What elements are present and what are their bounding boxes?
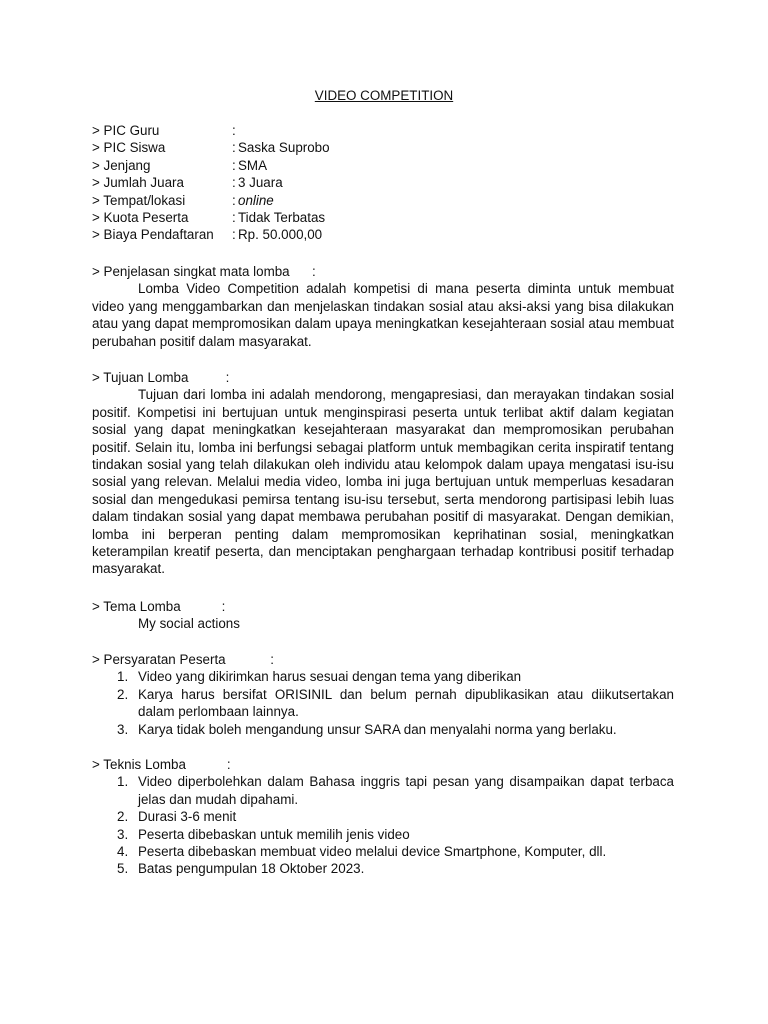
list-item [92, 808, 674, 825]
section-tujuan [92, 369, 674, 578]
list-number: 3. [117, 826, 129, 842]
list-number: 2. [117, 686, 129, 702]
list-number: 1. [117, 774, 129, 790]
info-label: > Biaya Pendaftaran [92, 227, 214, 243]
info-colon: : [232, 209, 236, 225]
list-number: 4. [117, 844, 129, 860]
list-text: Peserta dibebaskan untuk memilih jenis video [138, 826, 410, 842]
list-item [92, 860, 674, 877]
list-item [92, 773, 674, 808]
info-row-jenjang [92, 157, 330, 174]
info-label: > Jenjang [92, 157, 151, 173]
list-number: 1. [117, 669, 129, 685]
info-row-biaya-pendaftaran [92, 226, 330, 243]
info-value: SMA [238, 157, 268, 173]
list-item [92, 721, 674, 738]
section-penjelasan [92, 263, 674, 350]
info-colon: : [232, 157, 236, 173]
document-title: VIDEO COMPETITION [314, 88, 454, 103]
info-row-kuota-peserta [92, 209, 330, 226]
info-value: Tidak Terbatas [238, 209, 326, 225]
section-heading: > Tema Lomba : [92, 599, 226, 614]
info-label: > Jumlah Juara [92, 175, 184, 191]
section-heading: > Persyaratan Peserta : [92, 652, 274, 667]
list-number: 3. [117, 721, 129, 737]
list-number: 2. [117, 809, 129, 825]
info-label: > Kuota Peserta [92, 209, 189, 225]
section-heading: > Tujuan Lomba : [92, 370, 230, 385]
teknis-list [92, 773, 674, 877]
info-value: 3 Juara [238, 175, 283, 191]
info-block [92, 122, 330, 244]
section-heading: > Penjelasan singkat mata lomba : [92, 264, 316, 279]
tema-value: My social actions [138, 616, 240, 632]
list-text: Video diperbolehkan dalam Bahasa inggris tapi pesan yang disampaikan dapat terbaca jelas dan mudah dipahami. [138, 774, 674, 807]
info-row-pic-guru [92, 122, 330, 139]
list-text: Karya harus bersifat ORISINIL dan belum pernah dipublikasikan atau diikutsertakan dalam perlombaan lainnya. [138, 686, 674, 720]
info-value: Saska Suprobo [238, 140, 330, 156]
list-item [92, 843, 674, 860]
info-row-tempat-lokasi [92, 192, 330, 209]
list-text: Video yang dikirimkan harus sesuai dengan tema yang diberikan [138, 669, 522, 685]
info-colon: : [232, 140, 236, 156]
list-text: Durasi 3-6 menit [138, 809, 237, 825]
list-item [92, 686, 674, 721]
info-colon: : [232, 227, 236, 243]
info-colon: : [232, 192, 236, 208]
info-label: > Tempat/lokasi [92, 192, 186, 208]
info-label: > PIC Siswa [92, 140, 166, 156]
section-paragraph: Lomba Video Competition adalah kompetisi di mana peserta diminta untuk membuat video yang menggambarkan dan menjelaskan tindakan sosial atau aksi-aksi yang bisa dilakukan atau yang dapat mempromosikan dalam upaya meningkatkan kesejahteraan sosial atau membuat perubahan positif dalam masyarakat. [92, 281, 674, 349]
section-persyaratan [92, 651, 674, 738]
list-item [92, 826, 674, 843]
info-label: > PIC Guru [92, 123, 160, 138]
list-text: Batas pengumpulan 18 Oktober 2023. [138, 861, 365, 877]
info-row-jumlah-juara [92, 174, 330, 191]
list-item [92, 668, 674, 685]
list-number: 5. [117, 861, 129, 877]
section-teknis [92, 756, 674, 878]
info-value: Rp. 50.000,00 [238, 227, 323, 243]
list-text: Karya tidak boleh mengandung unsur SARA dan menyalahi norma yang berlaku. [138, 721, 617, 737]
info-row-pic-siswa [92, 139, 330, 156]
info-colon: : [232, 123, 236, 138]
section-paragraph: Tujuan dari lomba ini adalah mendorong, mengapresiasi, dan merayakan tindakan sosial positif. Kompetisi ini bertujuan untuk menginspirasi peserta untuk terlibat aktif dalam kegiatan sosial yang dapat meningkatkan kesejahteraan masyarakat dan mempromosikan perubahan positif. Selain itu, lomba ini berfungsi sebagai platform untuk membagikan cerita inspiratif tentang tindakan sosial yang telah dilakukan oleh individu atau kelompok dalam upaya mengatasi isu-isu sosial yang relevan. Melalui media video, lomba ini juga bertujuan untuk memperluas kesadaran sosial dan mengedukasi pemirsa tentang isu-isu tersebut, serta mendorong partisipasi lebih luas dalam tindakan sosial yang dapat membawa perubahan positif di masyarakat. Dengan demikian, lomba ini berperan penting dalam mempromosikan keprihatinan sosial, meningkatkan keterampilan kreatif peserta, dan menciptakan penghargaan terhadap kontribusi positif terhadap masyarakat. [92, 387, 674, 577]
info-value: online [238, 192, 274, 208]
list-text: Peserta dibebaskan membuat video melalui device Smartphone, Komputer, dll. [138, 844, 607, 860]
section-heading: > Teknis Lomba : [92, 757, 231, 772]
section-tema [92, 598, 674, 633]
info-colon: : [232, 175, 236, 191]
persyaratan-list [92, 668, 674, 738]
